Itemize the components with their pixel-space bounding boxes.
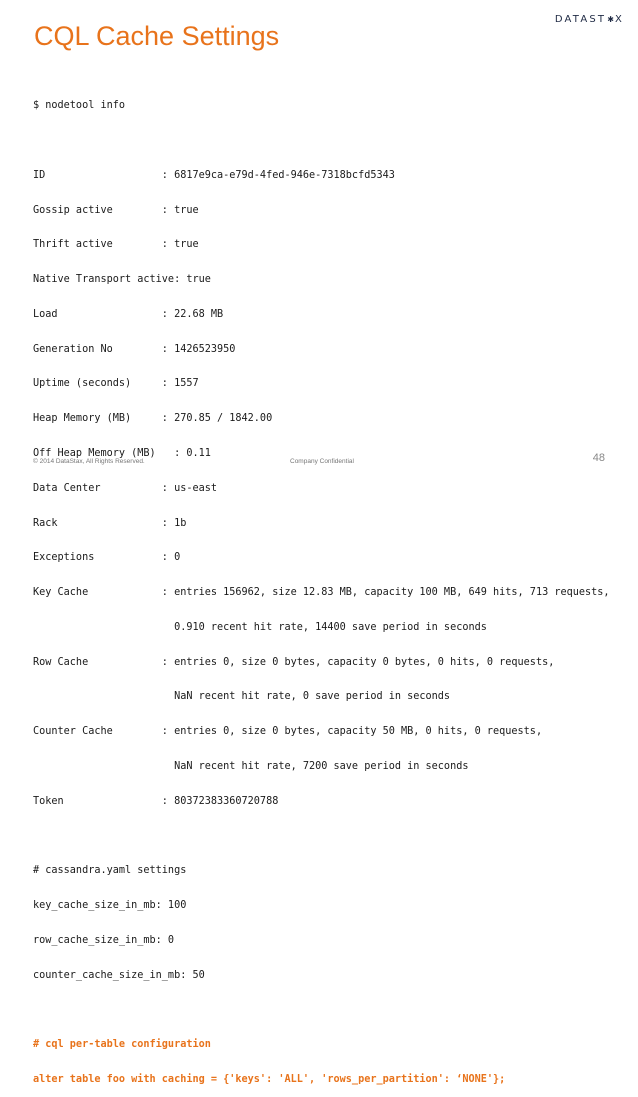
command-line: $ nodetool info <box>33 100 126 112</box>
info-line: NaN recent hit rate, 7200 save period in seconds <box>33 761 469 773</box>
datastax-logo <box>555 14 624 25</box>
info-line: Counter Cache : entries 0, size 0 bytes, capacity 50 MB, 0 hits, 0 requests, <box>33 726 543 738</box>
footer-copyright: © 2014 DataStax, All Rights Reserved. <box>33 458 145 465</box>
cql-comment-line: # cql per-table configuration <box>33 1039 211 1051</box>
blank-line <box>33 831 610 843</box>
blank-line <box>33 135 610 147</box>
info-line: Off Heap Memory (MB) : 0.11 <box>33 448 211 459</box>
yaml-line: # cassandra.yaml settings <box>33 865 187 877</box>
info-line: Row Cache : entries 0, size 0 bytes, capacity 0 bytes, 0 hits, 0 requests, <box>33 656 555 668</box>
yaml-line: key_cache_size_in_mb: 100 <box>33 900 187 912</box>
code-block <box>33 77 610 1097</box>
info-line: Load : 22.68 MB <box>33 308 224 320</box>
info-line: Heap Memory (MB) : 270.85 / 1842.00 <box>33 413 273 425</box>
logo-text-right: X <box>614 14 624 25</box>
info-line: Exceptions : 0 <box>33 552 181 564</box>
logo-text-left: DATAST <box>554 14 607 25</box>
cql-statement-line: alter table foo with caching = {'keys': 'ALL', 'rows_per_partition': ‘NONE'}; <box>33 1074 506 1086</box>
info-line: ID : 6817e9ca-e79d-4fed-946e-7318bcfd5343 <box>33 169 395 181</box>
star-icon: ✱ <box>607 15 614 24</box>
info-line: NaN recent hit rate, 0 save period in seconds <box>33 691 451 703</box>
info-line: Data Center : us-east <box>33 482 218 494</box>
info-line: Uptime (seconds) : 1557 <box>33 378 199 390</box>
yaml-line: row_cache_size_in_mb: 0 <box>33 934 175 946</box>
slide-title: CQL Cache Settings <box>34 21 280 51</box>
info-line: Rack : 1b <box>33 517 187 529</box>
info-line: Native Transport active: true <box>33 274 211 286</box>
info-line: Gossip active : true <box>33 204 199 216</box>
page-number: 48 <box>592 452 605 464</box>
info-line: Token : 80372383360720788 <box>33 795 279 807</box>
info-line: Generation No : 1426523950 <box>33 343 236 355</box>
blank-line <box>33 1005 610 1017</box>
footer-confidential: Company Confidential <box>290 458 354 465</box>
yaml-line: counter_cache_size_in_mb: 50 <box>33 969 205 981</box>
info-line: Key Cache : entries 156962, size 12.83 MB, capacity 100 MB, 649 hits, 713 requests, <box>33 587 610 599</box>
info-line: 0.910 recent hit rate, 14400 save period in seconds <box>33 621 487 633</box>
info-line: Thrift active : true <box>33 239 199 251</box>
